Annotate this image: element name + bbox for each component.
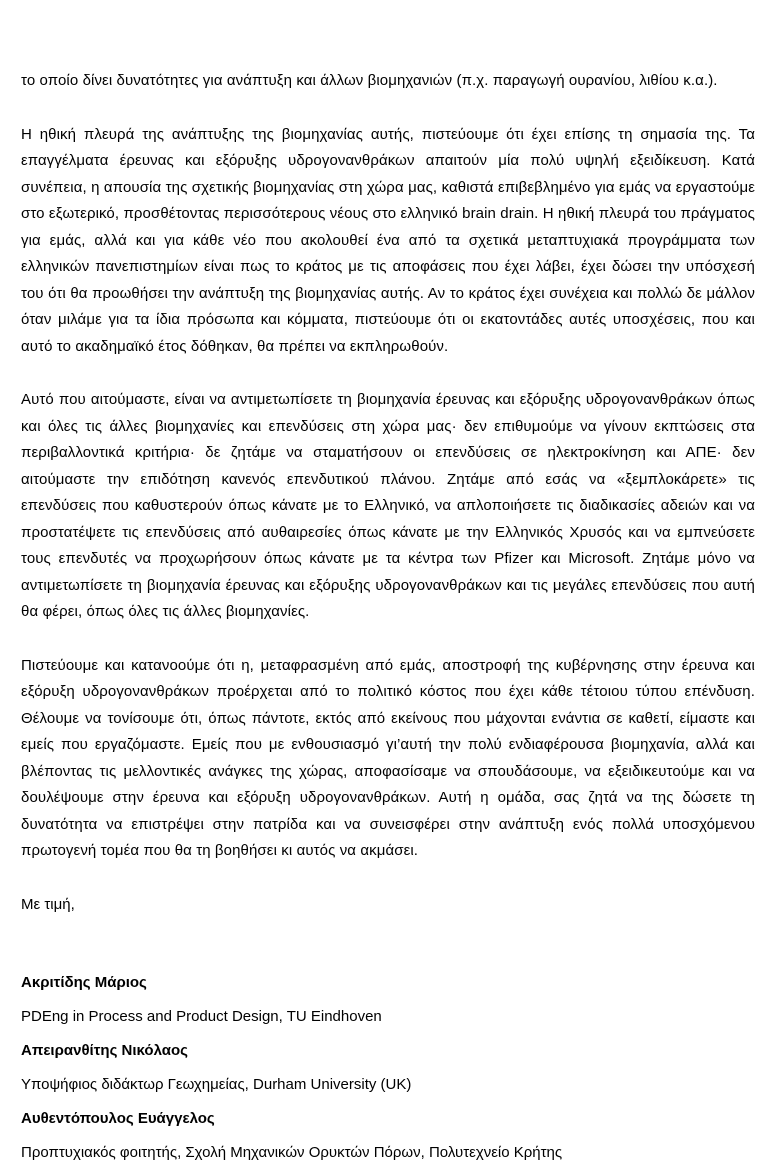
signatory-3-title: Προπτυχιακός φοιτητής, Σχολή Μηχανικών Ορυκτών Πόρων, Πολυτεχνείο Κρήτης bbox=[21, 1144, 563, 1161]
paragraph-intro-continuation: το οποίο δίνει δυνατότητες για ανάπτυξη και άλλων βιομηχανιών (π.χ. παραγωγή ουρανίου, λιθίου κ.α.). bbox=[21, 72, 718, 89]
signature-block bbox=[21, 973, 755, 1163]
signatory-2-name: Απειρανθίτης Νικόλαος bbox=[21, 1042, 188, 1059]
signatory-1-name: Ακριτίδης Μάριος bbox=[21, 974, 147, 991]
signatory-2-title: Υποψήφιος διδάκτωρ Γεωχημείας, Durham University (UK) bbox=[21, 1076, 412, 1093]
signatory-1-title: PDEng in Process and Product Design, TU Eindhoven bbox=[21, 1008, 382, 1025]
signatory-3-name: Αυθεντόπουλος Ευάγγελος bbox=[21, 1110, 215, 1127]
closing-salutation: Με τιμή, bbox=[21, 895, 75, 913]
paragraph-requests: Αυτό που αιτούμαστε, είναι να αντιμετωπίσετε τη βιομηχανία έρευνας και εξόρυξης υδρογονανθράκων όπως και όλες τις άλλες βιομηχανίες και επενδύσεις στη χώρα μας· δεν επιθυμούμε να γίνουν εκπτώσεις στα περιβαλλοντικά κριτήρια· δε ζητάμε να σταματήσουν οι επενδύσεις σε ηλεκτροκίνηση και ΑΠΕ· δεν αιτούμαστε την επιδότηση κανενός επενδυτικού πλάνου. Ζητάμε από εσάς να «ξεμπλοκάρετε» τις επενδύσεις που καθυστερούν όπως κάνατε με το Ελληνικό, να απλοποιήσετε τις διαδικασίες αδειών και να προστατέψετε τις επενδύσεις από αυθαιρεσίες όπως κάνατε με την Ελληνικός Χρυσός και να εμπνεύσετε τους επενδυτές να προχωρήσουν όπως κάνατε με τα κέντρα των Pfizer και Microsoft. Ζητάμε μόνο να αντιμετωπίσετε τη βιομηχανία έρευνας και εξόρυξης υδρογονανθράκων και τις μεγάλες επενδύσεις που αυτή θα φέρει, όπως όλες τις άλλες βιομηχανίες. bbox=[21, 391, 755, 620]
paragraph-ethical-aspect: Η ηθική πλευρά της ανάπτυξης της βιομηχανίας αυτής, πιστεύουμε ότι έχει επίσης τη σημασία της. Τα επαγγέλματα έρευνας και εξόρυξης υδρογονανθράκων απαιτούν μία πολύ υψηλή εξειδίκευση. Κατά συνέπεια, η απουσία της σχετικής βιομηχανίας στη χώρα μας, καθιστά επιβεβλημένο για εμάς να εργαστούμε στο εξωτερικό, προσθέτοντας περισσότερους νέους στο ελληνικό brain drain. Η ηθική πλευρά του πράγματος για εμάς, αλλά και για κάθε νέο που ακολουθεί ένα από τα σχετικά μεταπτυχιακά προγράμματα των ελληνικών πανεπιστημίων είναι πως το κράτος με τις αποφάσεις που έχει λάβει, έχει δώσει την υπόσχεσή του ότι θα προωθήσει την ανάπτυξη της βιομηχανίας αυτής. Αν το κράτος έχει συνέχεια και πολλώ δε μάλλον όταν μιλάμε για τα ίδια πρόσωπα και κόμματα, πιστεύουμε ότι οι εκατοντάδες αυτές υποσχέσεις, που και αυτό το ακαδημαϊκό έτος δόθηκαν, θα πρέπει να εκπληρωθούν. bbox=[21, 125, 755, 355]
paragraph-conclusion: Πιστεύουμε και κατανοούμε ότι η, μεταφρασμένη από εμάς, αποστροφή της κυβέρνησης στην έρευνα και εξόρυξη υδρογονανθράκων προέρχεται από το πολιτικό κόστος που έχει κάθε τέτοιου τύπου επένδυση. Θέλουμε να τονίσουμε ότι, όπως πάντοτε, εκτός από εκείνους που μάχονται ενάντια σε καθετί, είμαστε και εμείς που εργαζόμαστε. Εμείς που με ενθουσιασμό γι’αυτή την πολύ ενδιαφέρουσα βιομηχανία, αλλά και βλέποντας τις μελλοντικές ανάγκες της χώρας, αποφασίσαμε να σπουδάσουμε, να εξειδικευτούμε και να δουλέψουμε στην έρευνα και εξόρυξη υδρογονανθράκων. Αυτή η ομάδα, σας ζητά να της δώσετε τη δυνατότητα να επιστρέψει στην πατρίδα και να συνεισφέρει στην ανάπτυξη ενός πολλά υποσχόμενου πρωτογενή τομέα που θα τη βοηθήσει κι αυτός να ακμάσει. bbox=[21, 656, 755, 859]
